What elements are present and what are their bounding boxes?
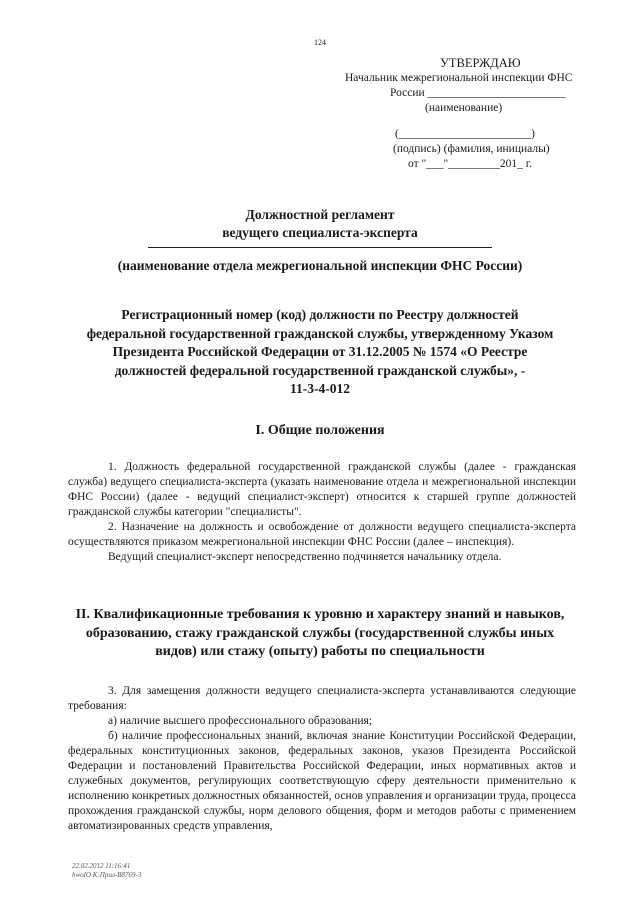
section-2-heading-line-3: видов) или стажу (опыту) работы по специальности xyxy=(155,644,485,659)
registration-line-1: Регистрационный номер (код) должности по Реестру должностей xyxy=(121,307,519,322)
section-2-body xyxy=(68,684,576,834)
title-rule xyxy=(148,247,492,248)
approval-title: УТВЕРЖДАЮ xyxy=(440,56,521,70)
approval-signature-caption: (подпись) (фамилия, инициалы) xyxy=(393,143,550,155)
paragraph-3b: б) наличие профессиональных знаний, включая знание Конституции Российской Федерации, федеральных конституционных законов, федеральных законов, указов Президента Российской Федерации и постановлений Правительства Российской Федерации, иных нормативных актов и служебных документов, регулирующих соответствующую сферу деятельности применительно к исполнению конкретных должностных обязанностей, основ управления и организации труда, процесса прохождения гражданской службы, норм делового общения, форм и методов работы с применением автоматизированных средств управления, xyxy=(68,730,576,832)
approval-name-caption: (наименование) xyxy=(425,102,503,114)
footer-timestamp: 22.02.2012 11:16:41 xyxy=(72,862,131,870)
approval-position: Начальник межрегиональной инспекции ФНС xyxy=(345,72,573,84)
paragraph-1: 1. Должность федеральной государственной гражданской службы (далее - гражданская служба) ведущего специалиста-эксперта (указать наименование отдела и межрегиональной инспекции ФНС России) (далее - ведущий специалист-эксперт) относится к старшей группе должностей гражданской службы категории "специалисты". xyxy=(68,461,576,518)
title-line-1: Должностной регламент xyxy=(245,207,395,222)
section-1-heading: I. Общие положения xyxy=(255,423,385,438)
paragraph-3: 3. Для замещения должности ведущего специалиста-эксперта устанавливаются следующие требования: xyxy=(68,685,576,712)
approval-country: России ________________________ xyxy=(390,87,566,99)
page-number: 124 xyxy=(314,38,326,47)
paragraph-2: 2. Назначение на должность и освобождение от должности ведущего специалиста-эксперта осуществляются приказом межрегиональной инспекции ФНС России (далее – инспекция). xyxy=(68,521,576,548)
registration-line-2: федеральной государственной гражданской службы, утвержденному Указом xyxy=(86,325,554,341)
registration-line-4: должностей федеральной государственной гражданской службы», - xyxy=(114,362,526,378)
registration-line-3: Президента Российской Федерации от 31.12.2005 № 1574 «О Реестре xyxy=(112,344,528,359)
title-line-2: ведущего специалиста-эксперта xyxy=(222,225,418,240)
section-2-heading xyxy=(60,606,580,662)
section-2-heading-line-2: образованию, стажу гражданской службы (государственной службы иных xyxy=(85,625,555,641)
approval-block xyxy=(345,56,605,172)
registration-code: 11-3-4-012 xyxy=(290,381,350,396)
document-title xyxy=(60,206,580,242)
section-1-body xyxy=(68,460,576,565)
paragraph-3a: а) наличие высшего профессионального образования; xyxy=(108,715,373,727)
paragraph-subordination: Ведущий специалист-эксперт непосредственно подчиняется начальнику отдела. xyxy=(108,551,502,563)
registration-number xyxy=(60,306,580,399)
approval-signature-line: (_______________________) xyxy=(395,128,535,140)
section-2-heading-line-1: II. Квалификационные требования к уровню и характеру знаний и навыков, xyxy=(75,607,565,622)
department-name: (наименование отдела межрегиональной инспекции ФНС России) xyxy=(117,258,523,273)
approval-date: от "___"_________201_ г. xyxy=(408,158,533,170)
footer-stamp xyxy=(72,862,141,880)
footer-file-ref: hwoIO К:Прил-В8769-3 xyxy=(72,871,142,879)
